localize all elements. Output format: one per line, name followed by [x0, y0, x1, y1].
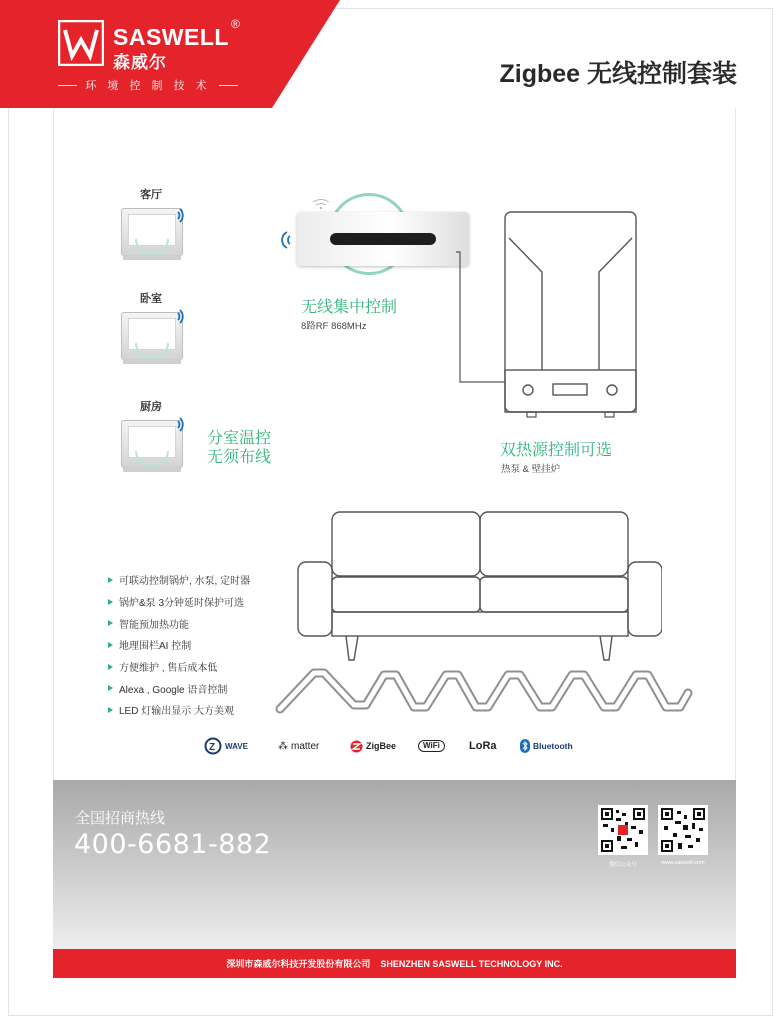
matter-icon: ⁂ [278, 740, 288, 752]
saswell-logo-icon [58, 20, 104, 66]
room-label-kitchen: 厨房 [140, 401, 162, 413]
hub-led-slot [330, 233, 436, 245]
registered-mark: ® [231, 17, 240, 31]
bluetooth-logo: Bluetooth [520, 736, 573, 756]
zwave-logo: Z WAVE [204, 736, 248, 756]
wifi-signal-icon [172, 306, 188, 326]
qr-code-icon [601, 808, 645, 852]
list-item: LED 灯输出显示 大方美观 [108, 699, 250, 721]
wifi-signal-icon [172, 205, 188, 225]
list-item: 方便维护 , 售后成本低 [108, 656, 250, 678]
wireless-hub-device [297, 212, 469, 266]
hub-wifi-icon [312, 198, 330, 210]
qr-caption-website: www.saswell.com [661, 860, 705, 866]
protocol-logo-row [204, 736, 580, 756]
matter-logo: ⁂ matter [278, 740, 320, 752]
list-item: 地理围栏AI 控制 [108, 634, 250, 656]
room-label-living: 客厅 [140, 189, 162, 201]
qr-caption-wechat: 微信公众号 [609, 862, 637, 868]
slogan [58, 77, 238, 93]
boiler-illustration [455, 210, 640, 420]
zone-control-caption [207, 429, 271, 467]
page-title: Zigbee 无线控制套装 [499, 60, 737, 88]
list-item: 锅炉&泵 3分钟延时保护可选 [108, 591, 250, 613]
zwave-icon [204, 737, 222, 755]
feature-list [108, 569, 250, 721]
lora-icon: LoRa [469, 740, 497, 752]
hub-title: 无线集中控制 [301, 299, 398, 316]
wifi-logo [418, 736, 445, 756]
triangle-bullet-icon [108, 707, 113, 713]
room-label-bedroom: 卧室 [140, 293, 162, 305]
list-item: 可联动控制锅炉, 水泵, 定时器 [108, 569, 250, 591]
triangle-bullet-icon [108, 620, 113, 626]
zigbee-icon [350, 740, 363, 753]
zone-control-line2: 无须布线 [207, 449, 272, 466]
qr-code-icon [661, 808, 705, 852]
floor-heating-pipe-illustration [274, 665, 694, 717]
brand-name-cn: 森威尔 [113, 53, 167, 72]
hotline-number: 400-6681-882 [74, 829, 272, 860]
heat-source-title: 双热源控制可选 [500, 442, 613, 459]
company-name-cn: 深圳市森威尔科技开发股份有限公司 [226, 959, 371, 969]
triangle-bullet-icon [108, 685, 113, 691]
list-item: 智能预加热功能 [108, 612, 250, 634]
heat-source-subtitle: 热泵 & 壁挂炉 [501, 464, 561, 475]
website-qr-code [658, 805, 708, 855]
footer-company-bar [53, 949, 736, 978]
wechat-qr-code [598, 805, 648, 855]
hub-subtitle: 8路RF 868MHz [301, 321, 367, 332]
wifi-signal-icon [172, 414, 188, 434]
triangle-bullet-icon [108, 599, 113, 605]
zone-control-line1: 分室温控 [207, 430, 272, 447]
sofa-illustration [296, 510, 662, 665]
zigbee-logo: ZigBee [350, 736, 396, 756]
lora-logo [469, 736, 497, 756]
hotline-label: 全国招商热线 [75, 810, 166, 827]
triangle-bullet-icon [108, 577, 113, 583]
wifi-icon: WiFi [418, 740, 445, 752]
brand-name-en: SASWELL [113, 24, 229, 50]
slogan-text: 环 境 控 制 技 术 [85, 80, 211, 92]
list-item: Alexa , Google 语音控制 [108, 677, 250, 699]
company-name-en: SHENZHEN SASWELL TECHNOLOGY INC. [380, 958, 563, 969]
bluetooth-icon [520, 739, 530, 753]
triangle-bullet-icon [108, 664, 113, 670]
triangle-bullet-icon [108, 642, 113, 648]
hub-signal-icon [277, 230, 291, 250]
svg-text:Z: Z [209, 742, 216, 753]
